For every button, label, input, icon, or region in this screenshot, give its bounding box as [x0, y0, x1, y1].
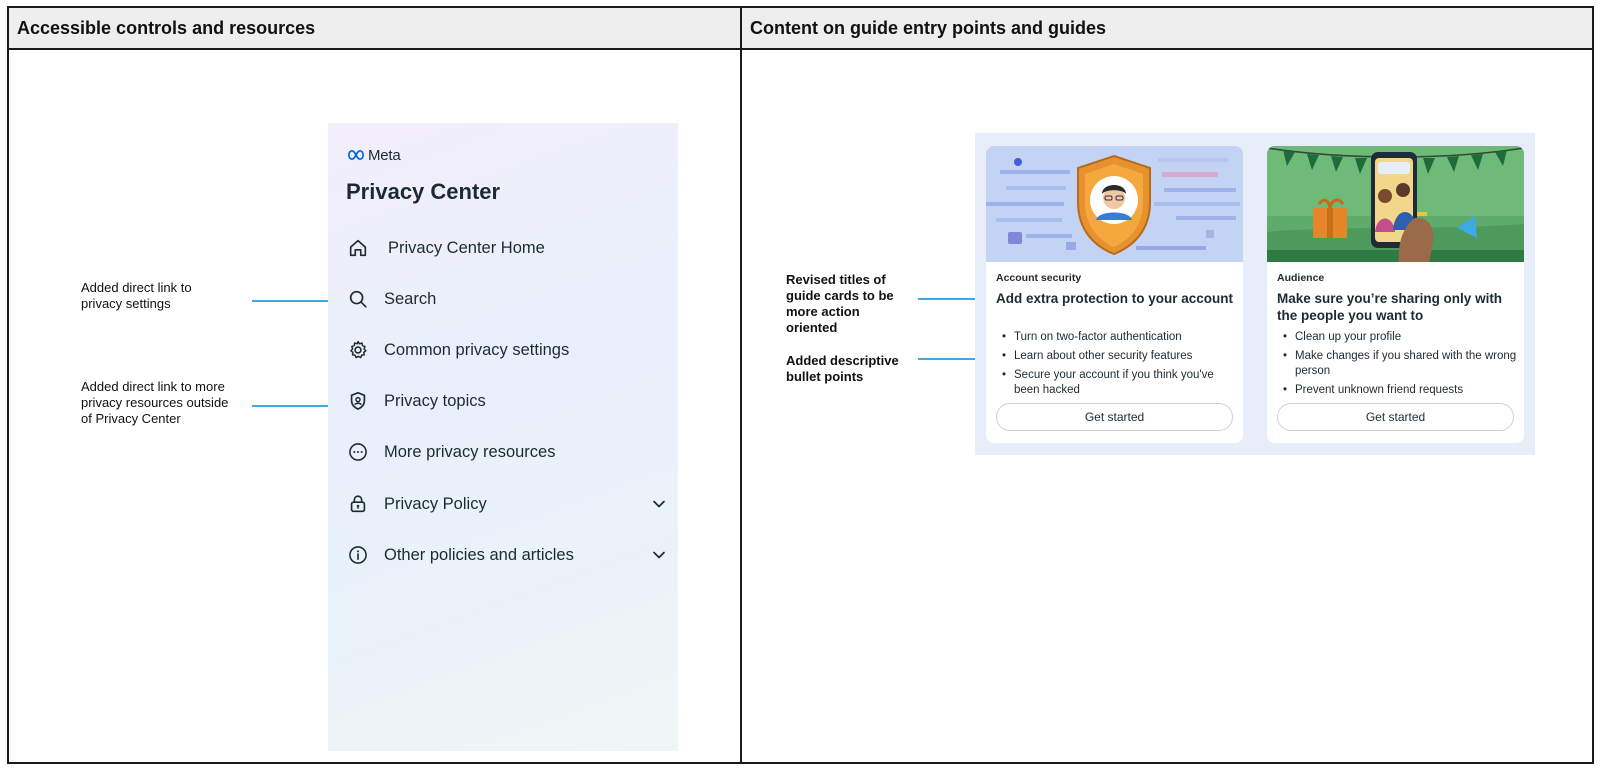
nav-item-label: More privacy resources — [384, 442, 556, 461]
annotation-line: guide cards to be — [786, 288, 894, 303]
left-column-header: Accessible controls and resources — [17, 18, 316, 38]
list-item: • Clean up your profile — [1277, 330, 1517, 345]
privacy-center-panel — [328, 123, 678, 751]
nav-item-label: Other policies and articles — [384, 545, 574, 564]
chevron-down-icon[interactable] — [652, 548, 666, 562]
nav-item-other-policies-and-articles[interactable] — [346, 540, 666, 570]
annotation-line: privacy resources outside — [81, 395, 229, 410]
nav-item-privacy-policy[interactable] — [346, 489, 666, 519]
nav-item-privacy-topics[interactable] — [346, 386, 666, 416]
list-item: • Make changes if you shared with the wrong person — [1277, 349, 1517, 379]
annotation-line: privacy settings — [81, 296, 171, 311]
bullets-annotation — [786, 353, 899, 385]
nav-item-more-privacy-resources[interactable] — [346, 437, 666, 467]
shield-icon — [346, 389, 370, 413]
meta-brand-text: Meta — [368, 146, 401, 164]
right-column-header: Content on guide entry points and guides — [750, 18, 1106, 38]
list-item: • Prevent unknown friend requests — [1277, 383, 1517, 398]
nav-item-search[interactable] — [346, 284, 666, 314]
annotation-line: Added direct link to more — [81, 379, 225, 394]
card-bullet-list — [996, 330, 1236, 402]
column-divider — [740, 8, 742, 762]
search-annotation — [81, 280, 192, 312]
meta-logo[interactable] — [346, 145, 401, 165]
titles-annotation — [786, 272, 894, 336]
card-title[interactable]: Make sure you’re sharing only with the people you want to — [1277, 291, 1503, 323]
guide-card-account-security[interactable] — [986, 146, 1243, 443]
card-title[interactable]: Add extra protection to your account — [996, 291, 1234, 306]
nav-item-label: Search — [384, 289, 437, 308]
nav-item-privacy-center-home[interactable] — [346, 233, 666, 263]
nav-item-label: Privacy topics — [384, 391, 486, 410]
home-icon — [346, 236, 370, 260]
topics-annotation — [81, 379, 228, 427]
gear-icon — [346, 338, 370, 362]
more-icon — [346, 440, 370, 464]
annotation-line: Added direct link to — [81, 280, 192, 295]
nav-item-label: Privacy Policy — [384, 494, 487, 513]
get-started-button[interactable]: Get started — [996, 403, 1233, 431]
list-item: • Learn about other security features — [996, 349, 1236, 364]
annotation-line: Added descriptive — [786, 353, 899, 368]
page-title: Privacy Center — [346, 179, 501, 204]
list-item: • Secure your account if you think you've been hacked — [996, 368, 1236, 398]
annotation-line: more action — [786, 304, 860, 319]
table-header-row — [9, 8, 1592, 50]
audience-sharing-illustration — [1267, 146, 1524, 262]
annotation-line: of Privacy Center — [81, 411, 181, 426]
guide-card-audience[interactable] — [1267, 146, 1524, 443]
nav-item-label: Privacy Center Home — [388, 238, 545, 257]
chevron-down-icon[interactable] — [652, 497, 666, 511]
annotation-line: bullet points — [786, 369, 864, 384]
nav-item-common-privacy-settings[interactable] — [346, 335, 666, 365]
annotation-line: Revised titles of — [786, 272, 886, 287]
search-icon — [346, 287, 370, 311]
card-category: Audience — [1277, 272, 1325, 284]
card-bullet-list — [1277, 330, 1517, 402]
get-started-button[interactable]: Get started — [1277, 403, 1514, 431]
security-shield-illustration — [986, 146, 1243, 262]
nav-item-label: Common privacy settings — [384, 340, 570, 359]
list-item: • Turn on two-factor authentication — [996, 330, 1236, 345]
info-icon — [346, 543, 370, 567]
meta-infinity-icon — [346, 149, 366, 161]
card-category: Account security — [996, 272, 1082, 284]
annotation-line: oriented — [786, 320, 838, 335]
lock-icon — [346, 492, 370, 516]
